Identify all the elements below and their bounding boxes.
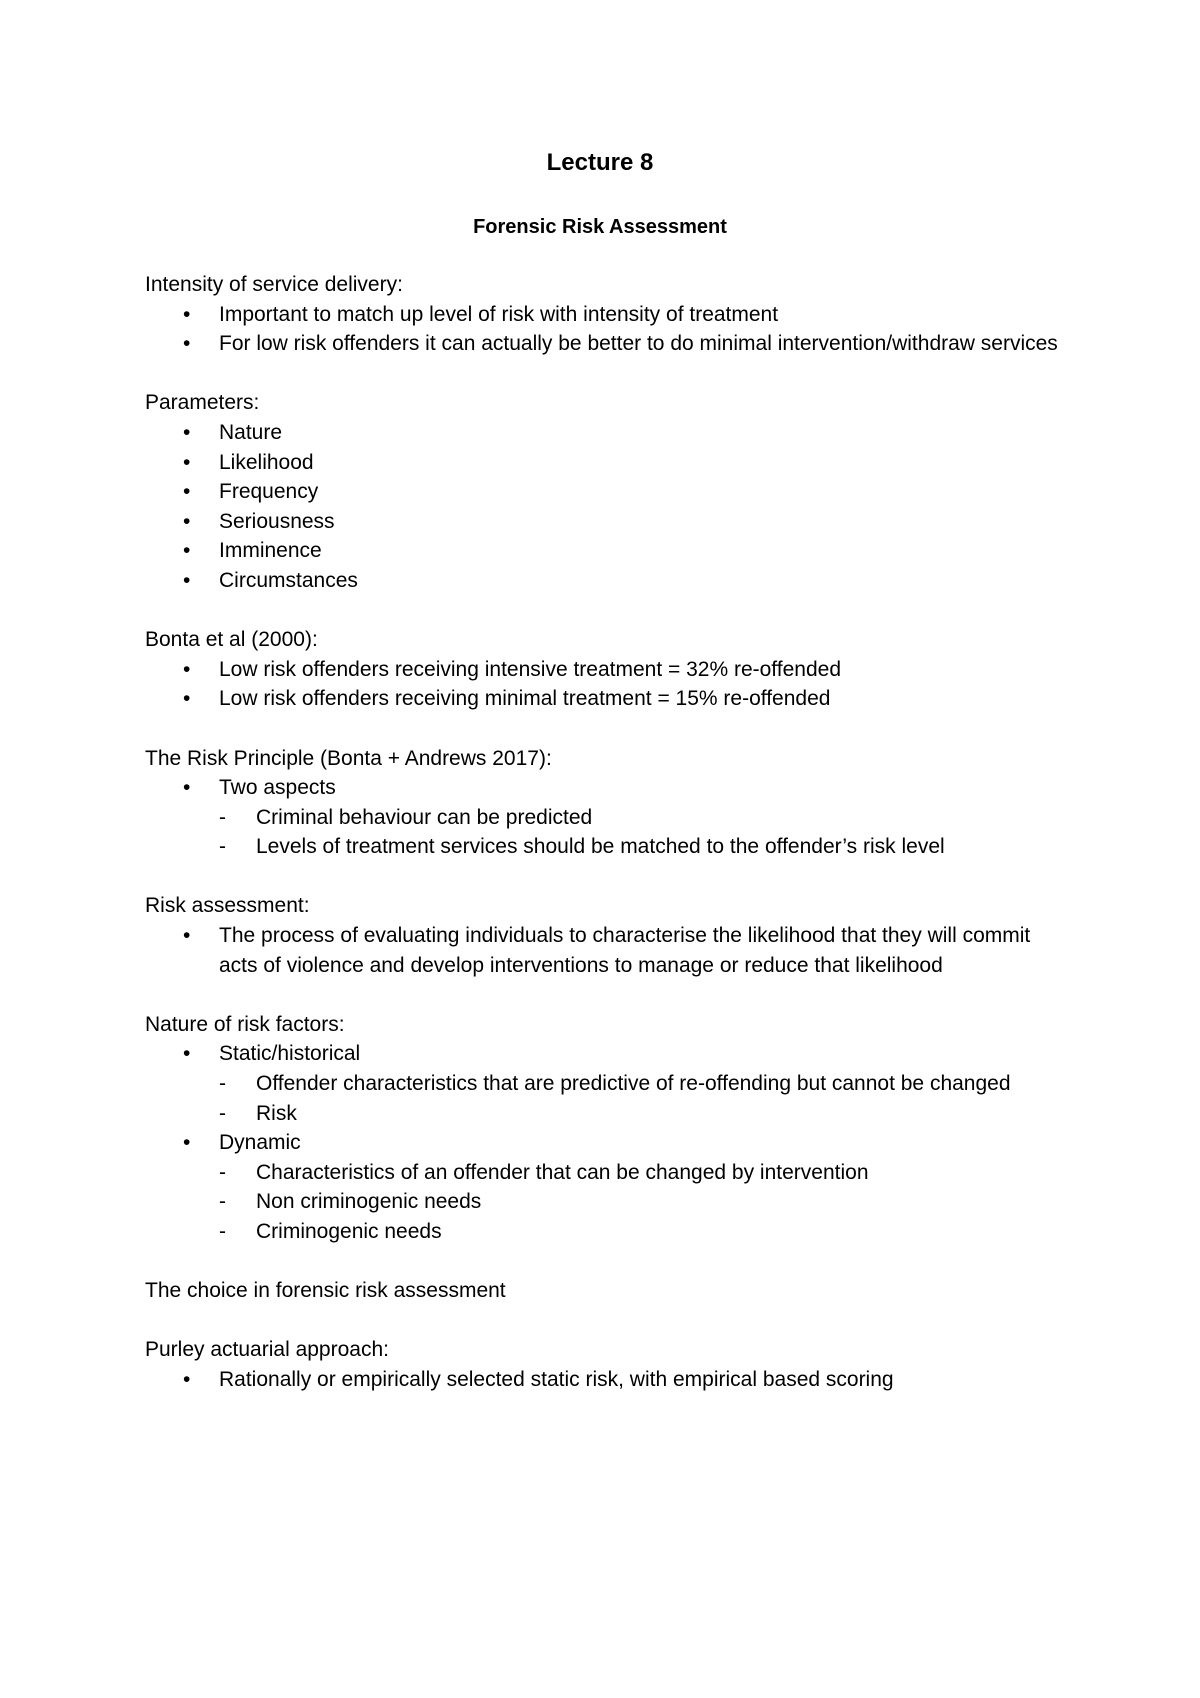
bullet-list [145, 300, 1065, 359]
list-item [145, 418, 1065, 448]
list-item-text: Low risk offenders receiving intensive treatment = 32% re-offended [219, 657, 841, 681]
document-body [145, 270, 1065, 1424]
bullet-icon: • [183, 776, 191, 800]
section-heading: Purley actuarial approach: [145, 1338, 389, 1362]
list-item-text: Static/historical [219, 1042, 361, 1066]
sub-list-item-text: Levels of treatment services should be matched to the offender’s risk level [256, 835, 945, 859]
section-heading: Bonta et al (2000): [145, 628, 318, 652]
sub-list-item-text: Criminogenic needs [256, 1220, 442, 1243]
sub-list-item [219, 803, 1065, 833]
list-item-text: Circumstances [219, 568, 358, 592]
list-item-text: Nature [219, 420, 283, 444]
sub-list-item-text: Risk [256, 1101, 297, 1125]
list-item [145, 684, 1065, 714]
bullet-icon: • [183, 332, 191, 356]
list-item [145, 329, 1065, 359]
list-item [145, 773, 1065, 862]
section-heading: Parameters: [145, 391, 260, 415]
section-nature-factors [145, 1010, 1065, 1247]
section-heading: The choice in forensic risk assessment [145, 1279, 506, 1303]
list-item-text: Imminence [219, 539, 322, 563]
dash-icon: - [219, 835, 226, 859]
bullet-icon: • [183, 1131, 191, 1155]
list-item-text: Likelihood [219, 450, 314, 474]
list-item [145, 536, 1065, 566]
dash-icon: - [219, 1160, 226, 1184]
list-item [145, 1039, 1065, 1128]
bullet-icon: • [183, 1042, 191, 1066]
bullet-icon: • [183, 420, 191, 444]
section-risk-assessment [145, 891, 1065, 980]
bullet-icon: • [183, 924, 191, 948]
section-intensity [145, 270, 1065, 359]
section-heading: Intensity of service delivery: [145, 273, 403, 296]
sub-list-item [219, 832, 1065, 862]
list-item [145, 448, 1065, 478]
section-heading: Risk assessment: [145, 894, 310, 918]
sub-list-item-text: Non criminogenic needs [256, 1190, 482, 1214]
section-actuarial [145, 1335, 1065, 1394]
bullet-list [145, 1365, 1065, 1395]
lecture-title: Lecture 8 [546, 149, 654, 176]
list-item [145, 477, 1065, 507]
sub-list-item-text: Offender characteristics that are predictive of re-offending but cannot be changed [256, 1072, 1011, 1096]
section-heading: Nature of risk factors: [145, 1012, 345, 1036]
list-item [145, 507, 1065, 537]
list-item-text: Two aspects [219, 776, 336, 800]
section-risk-principle [145, 744, 1065, 862]
sub-list-item [219, 1158, 1065, 1188]
bullet-icon: • [183, 1367, 191, 1391]
list-item [145, 1128, 1065, 1246]
section-parameters [145, 388, 1065, 595]
list-item [145, 1365, 1065, 1395]
sub-list-item [219, 1187, 1065, 1217]
dash-icon: - [219, 1072, 226, 1096]
section-choice [145, 1276, 1065, 1306]
list-item-text: Frequency [219, 480, 319, 504]
list-item-text: Seriousness [219, 509, 335, 533]
sub-list-item-text: Criminal behaviour can be predicted [256, 805, 593, 829]
dash-icon: - [219, 1190, 226, 1214]
bullet-list [145, 773, 1065, 862]
section-bonta [145, 625, 1065, 714]
dash-list [219, 803, 1065, 862]
bullet-icon: • [183, 568, 191, 592]
dash-icon: - [219, 1220, 226, 1243]
bullet-list [145, 655, 1065, 714]
dash-icon: - [219, 805, 226, 829]
bullet-icon: • [183, 657, 191, 681]
dash-icon: - [219, 1101, 226, 1125]
list-item [145, 300, 1065, 330]
sub-list-item-text: Characteristics of an offender that can be changed by intervention [256, 1160, 869, 1184]
sub-list-item [219, 1099, 1065, 1129]
bullet-list [145, 418, 1065, 596]
list-item-text: The process of evaluating individuals to characterise the likelihood that they will commit acts of violence and develop interventions to manage or reduce that likelihood [219, 924, 1031, 977]
list-item-text: For low risk offenders it can actually be better to do minimal intervention/withdraw services [219, 332, 1058, 356]
section-heading: The Risk Principle (Bonta + Andrews 2017): [145, 746, 552, 770]
bullet-icon: • [183, 509, 191, 533]
bullet-icon: • [183, 302, 191, 326]
sub-list-item [219, 1217, 1065, 1247]
dash-list [219, 1069, 1065, 1128]
dash-list [219, 1158, 1065, 1247]
bullet-list [145, 921, 1065, 980]
bullet-icon: • [183, 539, 191, 563]
list-item [145, 921, 1065, 980]
list-item-text: Low risk offenders receiving minimal treatment = 15% re-offended [219, 687, 831, 711]
bullet-icon: • [183, 450, 191, 474]
lecture-subtitle: Forensic Risk Assessment [473, 216, 727, 238]
list-item-text: Important to match up level of risk with intensity of treatment [219, 302, 779, 326]
list-item-text: Dynamic [219, 1131, 301, 1155]
list-item-text: Rationally or empirically selected static risk, with empirical based scoring [219, 1367, 894, 1391]
list-item [145, 566, 1065, 596]
bullet-list [145, 1039, 1065, 1246]
bullet-icon: • [183, 687, 191, 711]
list-item [145, 655, 1065, 685]
bullet-icon: • [183, 480, 191, 504]
sub-list-item [219, 1069, 1065, 1099]
